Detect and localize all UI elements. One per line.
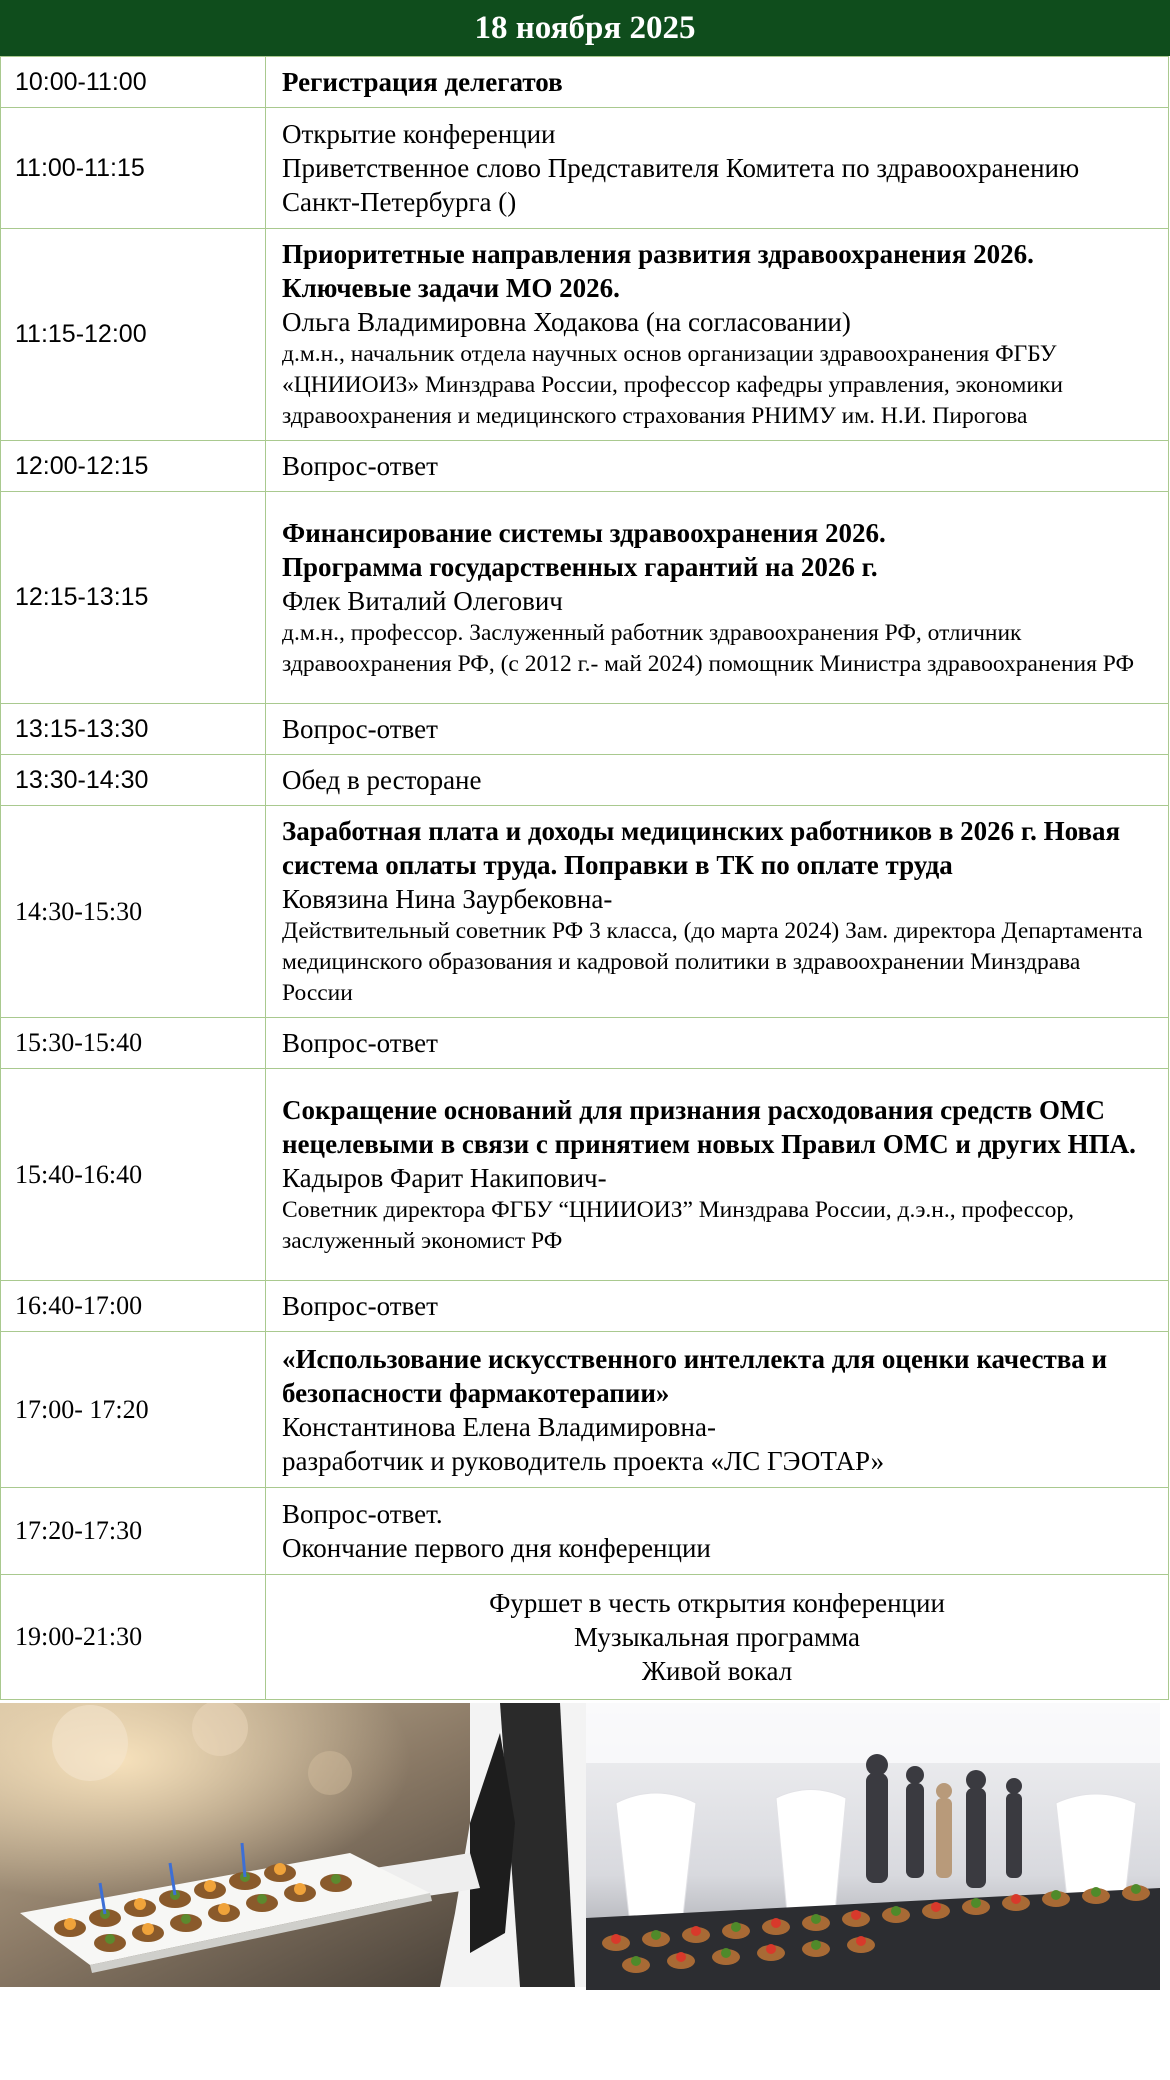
speaker-credentials: разработчик и руководитель проекта «ЛС ГЭОТАР» xyxy=(282,1445,885,1476)
session-title: Регистрация делегатов xyxy=(282,67,563,97)
content-cell xyxy=(266,1018,1169,1069)
content-cell xyxy=(266,1281,1169,1332)
content-cell xyxy=(266,108,1169,229)
speaker-credentials: Действительный советник РФ 3 класса, (до марта 2024) Зам. директора Департамента медицинского образования и кадровой политики в здравоохранении Минздрава России xyxy=(282,918,1143,1006)
speaker-name: Флек Виталий Олегович xyxy=(282,585,563,616)
schedule-row xyxy=(1,1069,1169,1281)
schedule-row xyxy=(1,1332,1169,1488)
speaker-credentials: Советник директора ФГБУ “ЦНИИОИЗ” Минздрава России, д.э.н., профессор, заслуженный экономист РФ xyxy=(282,1196,1075,1254)
session-title: Программа государственных гарантий на 2026 г. xyxy=(282,551,878,582)
session-title: «Использование искусственного интеллекта для оценки качества и безопасности фармакотерапии» xyxy=(282,1343,1108,1408)
content-cell xyxy=(266,492,1169,704)
schedule-row xyxy=(1,441,1169,492)
catering-photo-waiter xyxy=(0,1703,586,1987)
schedule-row xyxy=(1,1575,1169,1700)
banquet-hall-image xyxy=(586,1703,1160,1990)
schedule-row xyxy=(1,806,1169,1018)
session-line: Приветственное слово Представителя Комитета по здравоохранению xyxy=(282,153,1080,183)
content-cell xyxy=(266,1069,1169,1281)
schedule-row xyxy=(1,1281,1169,1332)
content-cell xyxy=(266,57,1169,108)
date-header: 18 ноября 2025 xyxy=(0,0,1170,56)
time-cell: 15:30-15:40 xyxy=(1,1018,266,1069)
time-cell: 15:40-16:40 xyxy=(1,1069,266,1281)
time-cell: 16:40-17:00 xyxy=(1,1281,266,1332)
session-line: Живой вокал xyxy=(641,1656,793,1686)
schedule-row xyxy=(1,704,1169,755)
catering-photo-hall xyxy=(586,1703,1160,1990)
time-cell: 17:00- 17:20 xyxy=(1,1332,266,1488)
content-cell xyxy=(266,704,1169,755)
content-cell xyxy=(266,229,1169,441)
session-line: Вопрос-ответ xyxy=(282,1028,438,1058)
session-line: Вопрос-ответ xyxy=(282,451,438,481)
content-cell xyxy=(266,755,1169,806)
schedule-row xyxy=(1,1488,1169,1575)
time-cell: 12:00-12:15 xyxy=(1,441,266,492)
time-cell: 11:00-11:15 xyxy=(1,108,266,229)
time-cell: 13:15-13:30 xyxy=(1,704,266,755)
session-line: Музыкальная программа xyxy=(574,1622,860,1652)
speaker-credentials: д.м.н., начальник отдела научных основ организации здравоохранения ФГБУ «ЦНИИОИЗ» Минздрава России, профессор кафедры управления, экономики здравоохранения и медицинского страхования РНИМУ им. Н.И. Пирогова xyxy=(282,341,1063,429)
speaker-credentials: д.м.н., профессор. Заслуженный работник здравоохранения РФ, отличник здравоохранения РФ, (с 2012 г.- май 2024) помощник Министра здравоохранения РФ xyxy=(282,619,1135,677)
session-line: Санкт-Петербурга () xyxy=(282,187,517,217)
session-title: Финансирование системы здравоохранения 2026. xyxy=(282,517,886,548)
time-cell: 12:15-13:15 xyxy=(1,492,266,704)
schedule-row xyxy=(1,755,1169,806)
session-line: Фуршет в честь открытия конференции xyxy=(489,1588,945,1618)
content-cell xyxy=(266,806,1169,1018)
session-title: Ключевые задачи МО 2026. xyxy=(282,273,620,303)
schedule-row xyxy=(1,57,1169,108)
time-cell: 13:30-14:30 xyxy=(1,755,266,806)
time-cell: 14:30-15:30 xyxy=(1,806,266,1018)
schedule-row xyxy=(1,229,1169,441)
session-line: Вопрос-ответ. xyxy=(282,1499,443,1529)
session-line: Окончание первого дня конференции xyxy=(282,1533,711,1563)
session-line: Вопрос-ответ xyxy=(282,1291,438,1321)
session-title: Сокращение оснований для признания расходования средств ОМС нецелевыми в связи с принятием новых Правил ОМС и других НПА. xyxy=(282,1094,1136,1159)
content-cell xyxy=(266,1488,1169,1575)
speaker-name: Ковязина Нина Заурбековна- xyxy=(282,884,613,914)
content-cell xyxy=(266,1332,1169,1488)
speaker-name: Ольга Владимировна Ходакова (на согласовании) xyxy=(282,307,851,337)
content-cell xyxy=(266,441,1169,492)
speaker-name: Константинова Елена Владимировна- xyxy=(282,1411,716,1442)
content-cell xyxy=(266,1575,1169,1700)
schedule-row xyxy=(1,108,1169,229)
schedule-row xyxy=(1,492,1169,704)
session-line: Обед в ресторане xyxy=(282,765,482,795)
time-cell: 10:00-11:00 xyxy=(1,57,266,108)
session-line: Вопрос-ответ xyxy=(282,714,438,744)
time-cell: 19:00-21:30 xyxy=(1,1575,266,1700)
session-title: Приоритетные направления развития здравоохранения 2026. xyxy=(282,239,1034,269)
session-line: Открытие конференции xyxy=(282,119,556,149)
photo-strip xyxy=(0,1703,1170,1987)
waiter-tray-image xyxy=(0,1703,586,1987)
schedule-row xyxy=(1,1018,1169,1069)
time-cell: 11:15-12:00 xyxy=(1,229,266,441)
speaker-name: Кадыров Фарит Накипович- xyxy=(282,1162,607,1193)
time-cell: 17:20-17:30 xyxy=(1,1488,266,1575)
session-title: Заработная плата и доходы медицинских работников в 2026 г. Новая система оплаты труда. Поправки в ТК по оплате труда xyxy=(282,816,1121,880)
schedule-table xyxy=(0,56,1169,1700)
